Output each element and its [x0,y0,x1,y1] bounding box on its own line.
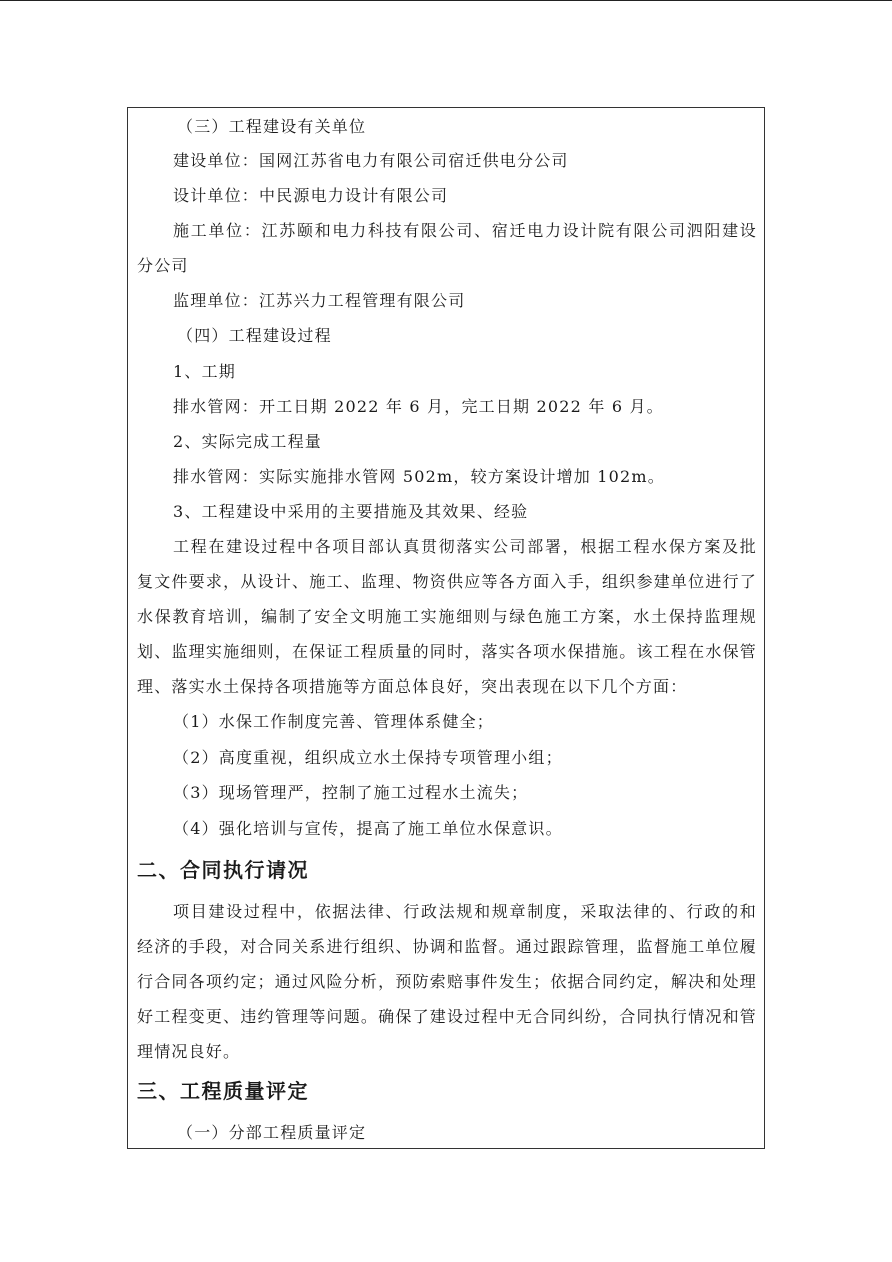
point-item: （2）高度重视，组织成立水土保持专项管理小组； [173,748,563,767]
period-text: 排水管网：开工日期 2022 年 6 月，完工日期 2022 年 6 月。 [173,397,664,416]
quality-heading: 三、工程质量评定 [137,1079,309,1103]
units-heading: （三）工程建设有关单位 [177,117,367,136]
page-top-rule [0,0,892,1]
point-item: （1）水保工作制度完善、管理体系健全； [173,712,494,731]
point-item: （4）强化培训与宣传，提高了施工单位水保意识。 [173,819,563,838]
constructor-unit: 施工单位：江苏颐和电力科技有限公司、宿迁电力设计院有限公司泗阳建设分公司 [137,221,757,275]
point-item: （3）现场管理严，控制了施工过程水土流失； [173,783,529,802]
contract-paragraph: 项目建设过程中，依据法律、行政法规和规章制度，采取法律的、行政的和经济的手段，对合同关系进行组织、协调和监督。通过跟踪管理，监督施工单位履行合同各项约定；通过风险分析，预防索赔事件发生；依据合同约定，解决和处理好工程变更、违约管理等问题。确保了建设过程中无合同纠纷，合同执行情况和管理情况良好。 [137,902,757,1061]
builder-unit: 建设单位：国网江苏省电力有限公司宿迁供电分公司 [173,151,569,170]
supervisor-unit: 监理单位：江苏兴力工程管理有限公司 [173,291,466,310]
quantity-text: 排水管网：实际实施排水管网 502m，较方案设计增加 102m。 [173,467,665,486]
measures-title: 3、工程建设中采用的主要措施及其效果、经验 [173,502,529,521]
period-title: 1、工期 [173,362,236,381]
quality-sub-heading: （一）分部工程质量评定 [177,1123,367,1142]
measures-paragraph: 工程在建设过程中各项目部认真贯彻落实公司部署，根据工程水保方案及批复文件要求，从设计、施工、监理、物资供应等各方面入手，组织参建单位进行了水保教育培训，编制了安全文明施工实施细则与绿色施工方案，水土保持监理规划、监理实施细则，在保证工程质量的同时，落实各项水保措施。该工程在水保管理、落实水土保持各项措施等方面总体良好，突出表现在以下几个方面： [137,537,757,696]
contract-heading: 二、合同执行请况 [137,858,309,882]
designer-unit: 设计单位：中民源电力设计有限公司 [173,186,449,205]
quantity-title: 2、实际完成工程量 [173,432,322,451]
process-heading: （四）工程建设过程 [177,326,332,345]
